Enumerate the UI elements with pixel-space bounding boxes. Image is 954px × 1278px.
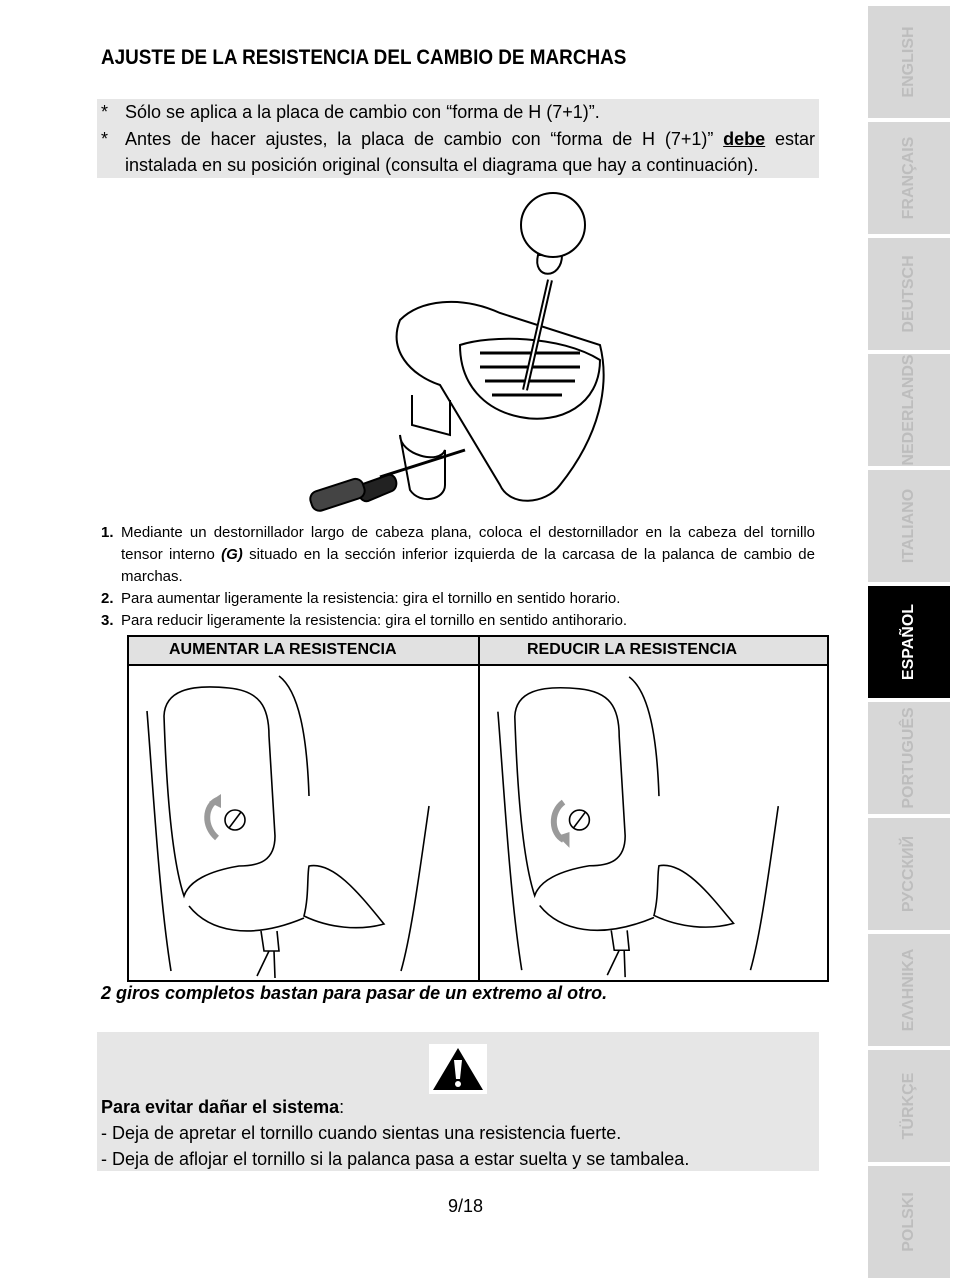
- shifter-illustration: [300, 185, 620, 515]
- language-tab-greek[interactable]: ΕΛΛΗΝΙΚΑ: [868, 934, 950, 1046]
- page-number: 9/18: [448, 1196, 484, 1216]
- warning-heading: Para evitar dañar el sistema:: [101, 1097, 345, 1117]
- step-number: 3.: [101, 612, 114, 629]
- note-bullet: *: [101, 129, 109, 149]
- note-2: [101, 126, 815, 178]
- language-tab-nederlands[interactable]: NEDERLANDS: [868, 354, 950, 466]
- page-title: AJUSTE DE LA RESISTENCIA DEL CAMBIO DE MARCHAS: [101, 46, 627, 69]
- language-tab-espanol[interactable]: ESPAÑOL: [868, 586, 950, 698]
- note-1-text: Sólo se aplica a la placa de cambio con “forma de H (7+1)”.: [125, 102, 600, 122]
- header-decrease: REDUCIR LA RESISTENCIA: [527, 641, 738, 658]
- turns-caption: 2 giros completos bastan para pasar de un extremo al otro.: [101, 983, 608, 1003]
- step-2: 2. Para aumentar ligeramente la resistencia: gira el tornillo en sentido horario.: [101, 588, 815, 610]
- warning-line-2: - Deja de aflojar el tornillo si la palanca pasa a estar suelta y se tambalea.: [101, 1149, 690, 1169]
- step-number: 2.: [101, 590, 114, 607]
- language-tab-deutsch[interactable]: DEUTSCH: [868, 238, 950, 350]
- increase-resistance-diagram: [129, 666, 478, 980]
- step-1: 1. Mediante un destornillador largo de cabeza plana, coloca el destornillador en la cabeza del tornillo tensor interno (G) situado en la sección inferior izquierda de la carcasa de la palanca de cambio de marchas.: [101, 524, 815, 585]
- emphasis-debe: debe: [723, 129, 766, 149]
- language-tab-english[interactable]: ENGLISH: [868, 6, 950, 118]
- resistance-table: [127, 635, 829, 982]
- warning-line-1: - Deja de apretar el tornillo cuando sientas una resistencia fuerte.: [101, 1123, 622, 1143]
- header-increase: AUMENTAR LA RESISTENCIA: [169, 641, 397, 658]
- decrease-resistance-diagram: [480, 666, 827, 980]
- language-tab-turkce[interactable]: TÜRKÇE: [868, 1050, 950, 1162]
- step-3: 3. Para reducir ligeramente la resistencia: gira el tornillo en sentido antihorario.: [101, 610, 815, 632]
- warning-icon: [429, 1044, 487, 1094]
- steps-list: [101, 522, 815, 632]
- screw-label: (G): [221, 546, 243, 563]
- language-tab-russian[interactable]: РУССКИЙ: [868, 818, 950, 930]
- language-tab-francais[interactable]: FRANÇAIS: [868, 122, 950, 234]
- note-bullet: *: [101, 102, 109, 122]
- language-tab-polski[interactable]: POLSKI: [868, 1166, 950, 1278]
- note-2-text: Antes de hacer ajustes, la placa de cambio con “forma de H (7+1)” debe estar instalada en su posición original (consulta el diagrama que hay a continuación).: [125, 129, 815, 175]
- language-tab-portugues[interactable]: PORTUGUÊS: [868, 702, 950, 814]
- step-number: 1.: [101, 524, 114, 541]
- language-tab-italiano[interactable]: ITALIANO: [868, 470, 950, 582]
